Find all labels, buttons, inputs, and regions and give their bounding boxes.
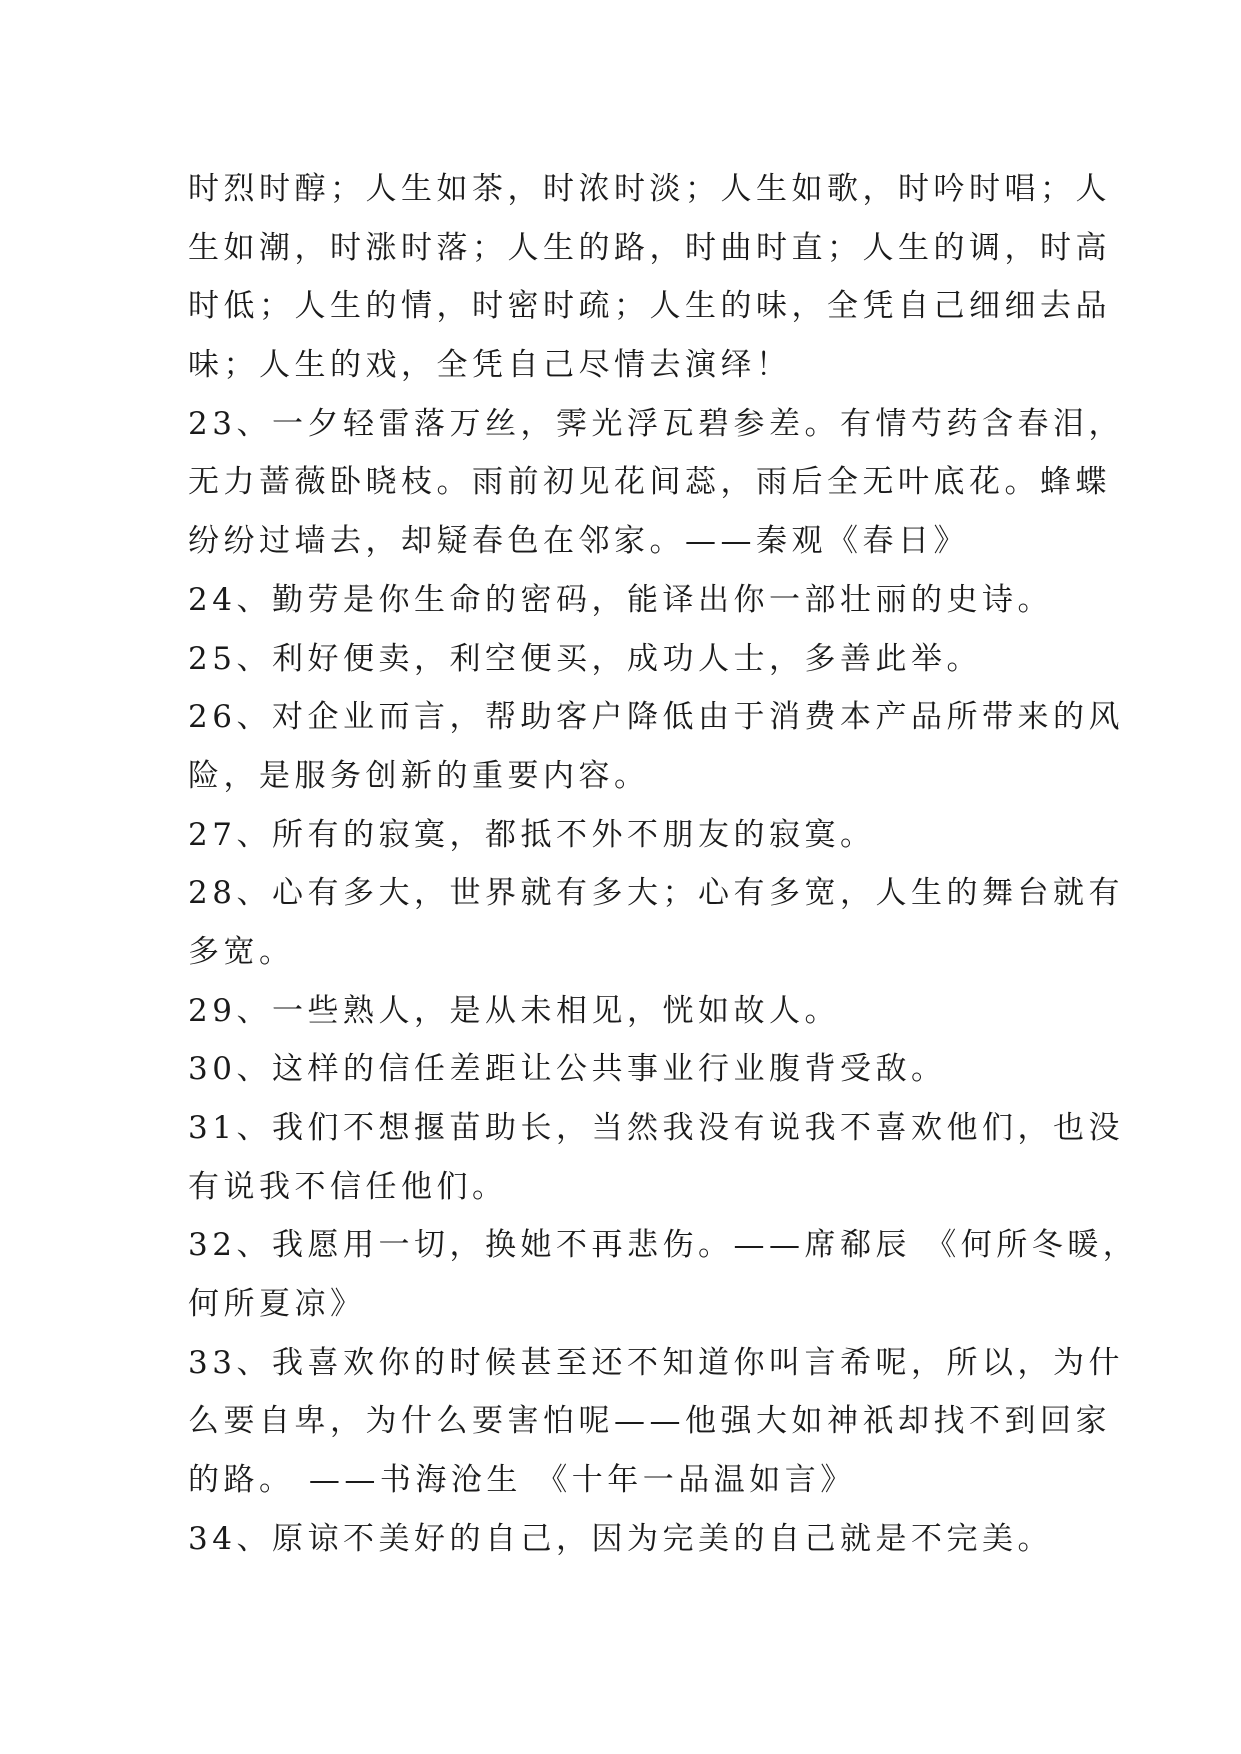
text-line: 24、勤劳是你生命的密码，能译出你一部壮丽的史诗。 xyxy=(188,581,1053,618)
text-line: 31、我们不想揠苗助长，当然我没有说我不喜欢他们，也没 xyxy=(188,1110,1124,1146)
text-line: 味；人生的戏，全凭自己尽情去演绎！ xyxy=(188,347,792,384)
document-body xyxy=(188,160,1139,1569)
text-line: 28、心有多大，世界就有多大；心有多宽，人生的舞台就有 xyxy=(188,875,1124,912)
text-line: 何所夏凉》 xyxy=(188,1286,366,1323)
text-line: 33、我喜欢你的时候甚至还不知道你叫言希呢，所以，为什 xyxy=(188,1344,1124,1381)
text-line: 26、对企业而言，帮助客户降低由于消费本产品所带来的风 xyxy=(188,699,1124,736)
text-line: 多宽。 xyxy=(188,933,295,970)
text-line: 么要自卑，为什么要害怕呢——他强大如神祇却找不到回家 xyxy=(188,1403,1111,1440)
text-line: 32、我愿用一切，换她不再悲伤。——席郗辰 《何所冬暖， xyxy=(188,1227,1139,1264)
text-line: 纷纷过墙去，却疑春色在邻家。——秦观《春日》 xyxy=(188,523,969,560)
text-line: 险，是服务创新的重要内容。 xyxy=(188,757,650,794)
text-line: 时烈时醇；人生如茶，时浓时淡；人生如歌，时吟时唱；人 xyxy=(188,171,1111,207)
text-line: 29、一些熟人，是从未相见，恍如故人。 xyxy=(188,992,840,1029)
text-line: 30、这样的信任差距让公共事业行业腹背受敌。 xyxy=(188,1051,947,1088)
text-line: 25、利好便卖，利空便买，成功人士，多善此举。 xyxy=(188,640,982,677)
text-line: 的路。 ——书海沧生 《十年一品温如言》 xyxy=(188,1462,856,1499)
text-line: 34、原谅不美好的自己，因为完美的自己就是不完美。 xyxy=(188,1520,1053,1557)
text-line: 23、一夕轻雷落万丝，霁光浮瓦碧参差。有情芍药含春泪， xyxy=(188,405,1124,442)
text-line: 无力蔷薇卧晓枝。雨前初见花间蕊，雨后全无叶底花。蜂蝶 xyxy=(188,464,1111,501)
text-line: 生如潮，时涨时落；人生的路，时曲时直；人生的调，时高 xyxy=(188,229,1111,266)
text-line: 有说我不信任他们。 xyxy=(188,1168,508,1205)
text-line: 27、所有的寂寞，都抵不外不朋友的寂寞。 xyxy=(188,816,876,853)
text-line: 时低；人生的情，时密时疏；人生的味，全凭自己细细去品 xyxy=(188,288,1111,325)
